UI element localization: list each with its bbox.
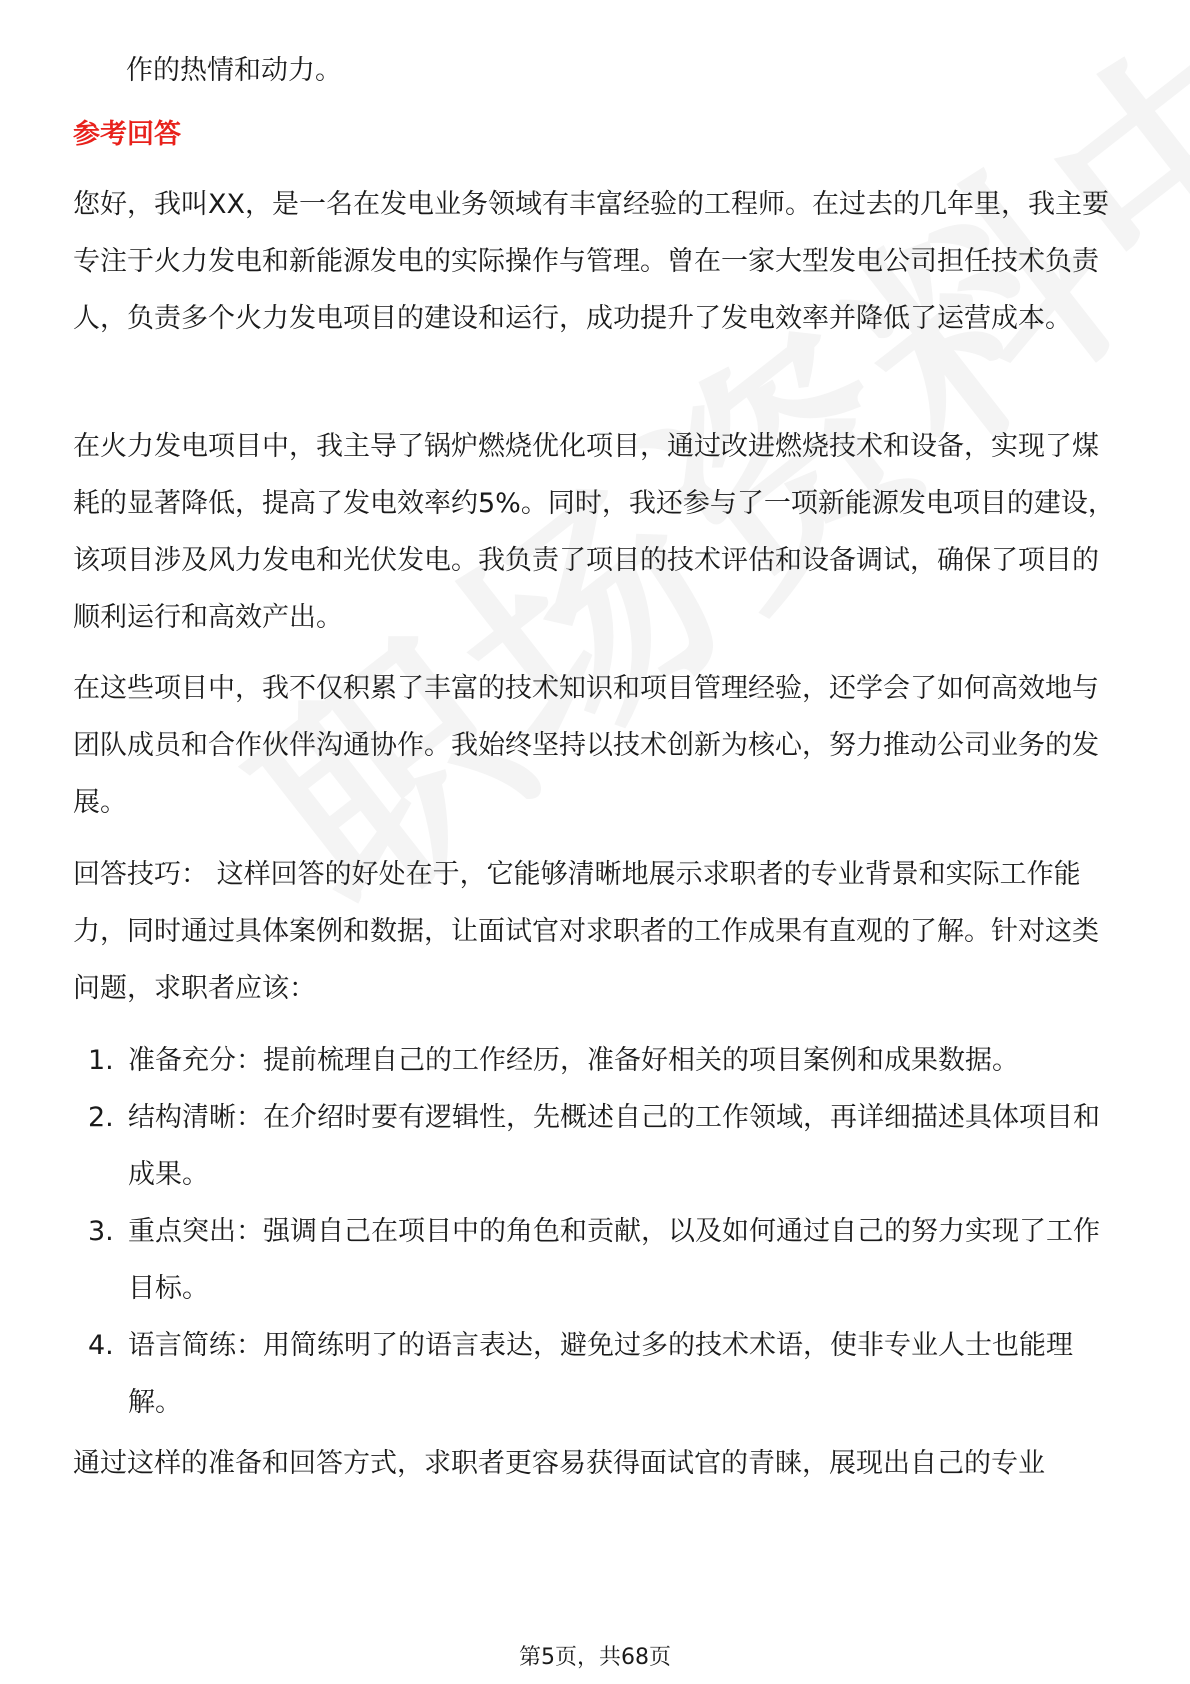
intro-continuation: 作的热情和动力。: [126, 55, 342, 86]
closing-paragraph: 通过这样的准备和回答方式，求职者更容易获得面试官的青睐，展现出自己的专业: [73, 1448, 1045, 1479]
paragraph-3: 在这些项目中，我不仅积累了丰富的技术知识和项目管理经验，还学会了如何高效地与团队成员和合作伙伴沟通协作。我始终坚持以技术创新为核心，努力推动公司业务的发展。: [73, 673, 1099, 818]
section-heading: 参考回答: [73, 119, 181, 150]
list-item: [73, 1317, 1123, 1431]
list-text: 准备充分：提前梳理自己的工作经历，准备好相关的项目案例和成果数据。: [128, 1045, 1019, 1076]
list-item: [73, 1089, 1123, 1203]
paragraph-1: 您好，我叫XX，是一名在发电业务领域有丰富经验的工程师。在过去的几年里，我主要专注于火力发电和新能源发电的实际操作与管理。曾在一家大型发电公司担任技术负责人，负责多个火力发电项目的建设和运行，成功提升了发电效率并降低了运营成本。: [73, 189, 1109, 334]
tips-list: [73, 1032, 1123, 1431]
list-item: [73, 1203, 1123, 1317]
list-text: 语言简练：用简练明了的语言表达，避免过多的技术术语，使非专业人士也能理解。: [128, 1330, 1073, 1418]
list-text: 重点突出：强调自己在项目中的角色和贡献，以及如何通过自己的努力实现了工作目标。: [128, 1216, 1100, 1304]
list-text: 结构清晰：在介绍时要有逻辑性，先概述自己的工作领域，再详细描述具体项目和成果。: [128, 1102, 1100, 1190]
page-number-footer: 第5页，共68页: [519, 1645, 671, 1670]
paragraph-tips: 回答技巧： 这样回答的好处在于，它能够清晰地展示求职者的专业背景和实际工作能力，同时通过具体案例和数据，让面试官对求职者的工作成果有直观的了解。针对这类问题，求职者应该：: [73, 859, 1099, 1004]
list-item: [73, 1032, 1123, 1089]
list-number: 3.: [88, 1216, 114, 1247]
list-number: 4.: [88, 1330, 114, 1361]
paragraph-2: 在火力发电项目中，我主导了锅炉燃烧优化项目，通过改进燃烧技术和设备，实现了煤耗的显著降低，提高了发电效率约5%。同时，我还参与了一项新能源发电项目的建设，该项目涉及风力发电和光伏发电。我负责了项目的技术评估和设备调试，确保了项目的顺利运行和高效产出。: [73, 431, 1115, 633]
list-number: 1.: [88, 1045, 114, 1076]
list-number: 2.: [88, 1102, 114, 1133]
